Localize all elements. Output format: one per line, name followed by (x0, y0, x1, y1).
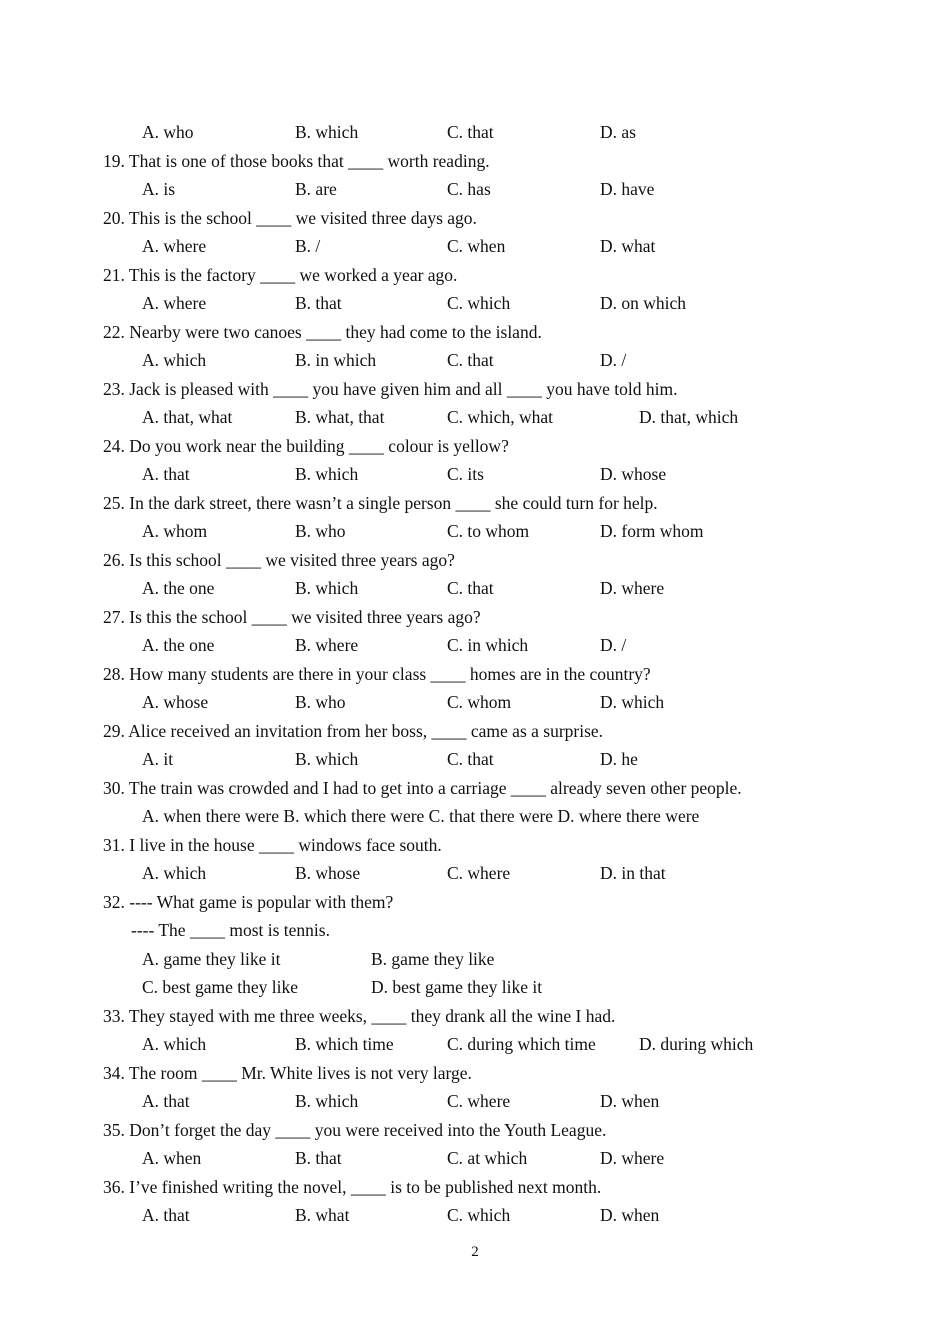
text-line (0, 802, 950, 831)
answer-option: B. what (295, 1205, 350, 1225)
question-line (0, 831, 950, 860)
answer-option: D. when (600, 1091, 660, 1111)
answer-option: D. he (600, 749, 638, 769)
line-text: A. when there were B. which there were C. that there were D. where there were (142, 806, 700, 826)
question-line (0, 204, 950, 233)
answer-option: A. it (142, 749, 174, 769)
answer-option: A. game they like it (142, 948, 281, 969)
answer-option: B. which (295, 464, 359, 484)
answer-option: D. form whom (600, 521, 704, 541)
answer-option: A. that (142, 1205, 190, 1225)
options-line (0, 1030, 950, 1059)
options-line (0, 745, 950, 774)
answer-option: D. that, which (639, 407, 739, 427)
question-text: 32. ---- What game is popular with them? (103, 891, 394, 912)
answer-option: C. where (447, 1091, 511, 1111)
question-line (0, 489, 950, 518)
answer-option: D. / (600, 350, 627, 370)
answer-option: B. who (295, 692, 346, 712)
answer-option: A. the one (142, 578, 215, 598)
question-line (0, 603, 950, 632)
options-line (0, 118, 950, 147)
answer-option: C. when (447, 236, 506, 256)
options-line (0, 175, 950, 204)
answer-option: D. where (600, 578, 665, 598)
question-line (0, 1116, 950, 1145)
options-line (0, 289, 950, 318)
question-text: 26. Is this school ____ we visited three years ago? (103, 549, 455, 570)
answer-option: B. game they like (371, 948, 495, 969)
answer-option: B. which (295, 578, 359, 598)
answer-option: C. best game they like (142, 977, 299, 997)
answer-option: B. which (295, 122, 359, 142)
question-text: 31. I live in the house ____ windows face south. (103, 834, 442, 855)
answer-option: D. where (600, 1148, 665, 1168)
answer-option: A. is (142, 179, 176, 199)
options-line (0, 859, 950, 888)
page-number: 2 (471, 1244, 479, 1260)
answer-option: D. as (600, 122, 636, 142)
answer-option: A. where (142, 236, 207, 256)
question-text: 21. This is the factory ____ we worked a year ago. (103, 264, 458, 285)
question-text: 25. In the dark street, there wasn’t a single person ____ she could turn for help. (103, 492, 658, 513)
answer-option: C. which, what (447, 407, 553, 427)
question-text: 36. I’ve finished writing the novel, ____ is to be published next month. (103, 1176, 602, 1197)
answer-option: B. who (295, 521, 346, 541)
answer-option: C. that (447, 749, 494, 769)
answer-option: C. whom (447, 692, 512, 712)
answer-option: C. at which (447, 1148, 528, 1168)
options-line (0, 346, 950, 375)
answer-option: A. whose (142, 692, 209, 712)
answer-option: C. that (447, 122, 494, 142)
question-line (0, 147, 950, 176)
answer-option: C. during which time (447, 1034, 596, 1054)
answer-option: D. in that (600, 863, 666, 883)
question-line (0, 318, 950, 347)
answer-option: C. has (447, 179, 491, 199)
answer-option: A. that, what (142, 407, 233, 427)
question-text: 30. The train was crowded and I had to get into a carriage ____ already seven other people. (103, 777, 742, 798)
answer-option: B. that (295, 1148, 342, 1168)
answer-option: D. have (600, 179, 655, 199)
question-line (0, 774, 950, 803)
options-line (0, 631, 950, 660)
answer-option: D. which (600, 692, 665, 712)
question-text: 24. Do you work near the building ____ colour is yellow? (103, 435, 509, 456)
question-text: 20. This is the school ____ we visited three days ago. (103, 207, 477, 228)
answer-option: B. where (295, 635, 359, 655)
options-line (0, 688, 950, 717)
options-line (0, 460, 950, 489)
answer-option: B. whose (295, 863, 361, 883)
answer-option: D. whose (600, 464, 667, 484)
answer-option: A. that (142, 464, 190, 484)
question-text: 34. The room ____ Mr. White lives is not very large. (103, 1062, 472, 1083)
answer-option: B. / (295, 236, 321, 256)
question-text: 27. Is this the school ____ we visited three years ago? (103, 606, 481, 627)
answer-option: B. that (295, 293, 342, 313)
answer-option: C. where (447, 863, 511, 883)
options-line (0, 973, 950, 1002)
answer-option: A. that (142, 1091, 190, 1111)
answer-option: A. when (142, 1148, 202, 1168)
question-line (0, 888, 950, 917)
question-line (0, 375, 950, 404)
question-line (0, 660, 950, 689)
question-text: 33. They stayed with me three weeks, ____ they drank all the wine I had. (103, 1005, 616, 1026)
answer-option: A. who (142, 122, 194, 142)
question-text: 19. That is one of those books that ____ worth reading. (103, 150, 490, 171)
answer-option: A. which (142, 1034, 207, 1054)
answer-option: A. the one (142, 635, 215, 655)
question-line (0, 432, 950, 461)
answer-option: A. which (142, 863, 207, 883)
line-text: ---- The ____ most is tennis. (131, 920, 330, 940)
options-line (0, 1087, 950, 1116)
question-line (0, 1059, 950, 1088)
question-text: 28. How many students are there in your class ____ homes are in the country? (103, 663, 651, 684)
answer-option: D. / (600, 635, 627, 655)
worksheet-page (0, 118, 950, 1230)
text-line (0, 916, 950, 945)
answer-option: A. which (142, 350, 207, 370)
question-line (0, 1002, 950, 1031)
options-line (0, 517, 950, 546)
answer-option: C. to whom (447, 521, 530, 541)
options-line (0, 403, 950, 432)
answer-option: C. which (447, 293, 511, 313)
options-line (0, 574, 950, 603)
answer-option: B. what, that (295, 407, 385, 427)
question-text: 23. Jack is pleased with ____ you have given him and all ____ you have told him. (103, 378, 678, 399)
question-line (0, 717, 950, 746)
question-text: 29. Alice received an invitation from her boss, ____ came as a surprise. (103, 720, 604, 741)
question-text: 22. Nearby were two canoes ____ they had come to the island. (103, 321, 542, 342)
answer-option: C. that (447, 578, 494, 598)
question-line (0, 261, 950, 290)
answer-option: C. in which (447, 635, 529, 655)
answer-option: A. where (142, 293, 207, 313)
answer-option: C. that (447, 350, 494, 370)
answer-option: B. which time (295, 1034, 394, 1054)
answer-option: D. best game they like it (371, 977, 543, 997)
answer-option: B. which (295, 1091, 359, 1111)
question-text: 35. Don’t forget the day ____ you were received into the Youth League. (103, 1119, 607, 1140)
options-line (0, 1144, 950, 1173)
answer-option: A. whom (142, 521, 208, 541)
question-line (0, 546, 950, 575)
options-line (0, 1201, 950, 1230)
answer-option: B. in which (295, 350, 377, 370)
options-line (0, 945, 950, 974)
answer-option: B. which (295, 749, 359, 769)
answer-option: D. what (600, 236, 656, 256)
answer-option: C. which (447, 1205, 511, 1225)
question-line (0, 1173, 950, 1202)
answer-option: C. its (447, 464, 484, 484)
answer-option: D. on which (600, 293, 687, 313)
answer-option: D. when (600, 1205, 660, 1225)
answer-option: D. during which (639, 1034, 754, 1054)
answer-option: B. are (295, 179, 337, 199)
options-line (0, 232, 950, 261)
